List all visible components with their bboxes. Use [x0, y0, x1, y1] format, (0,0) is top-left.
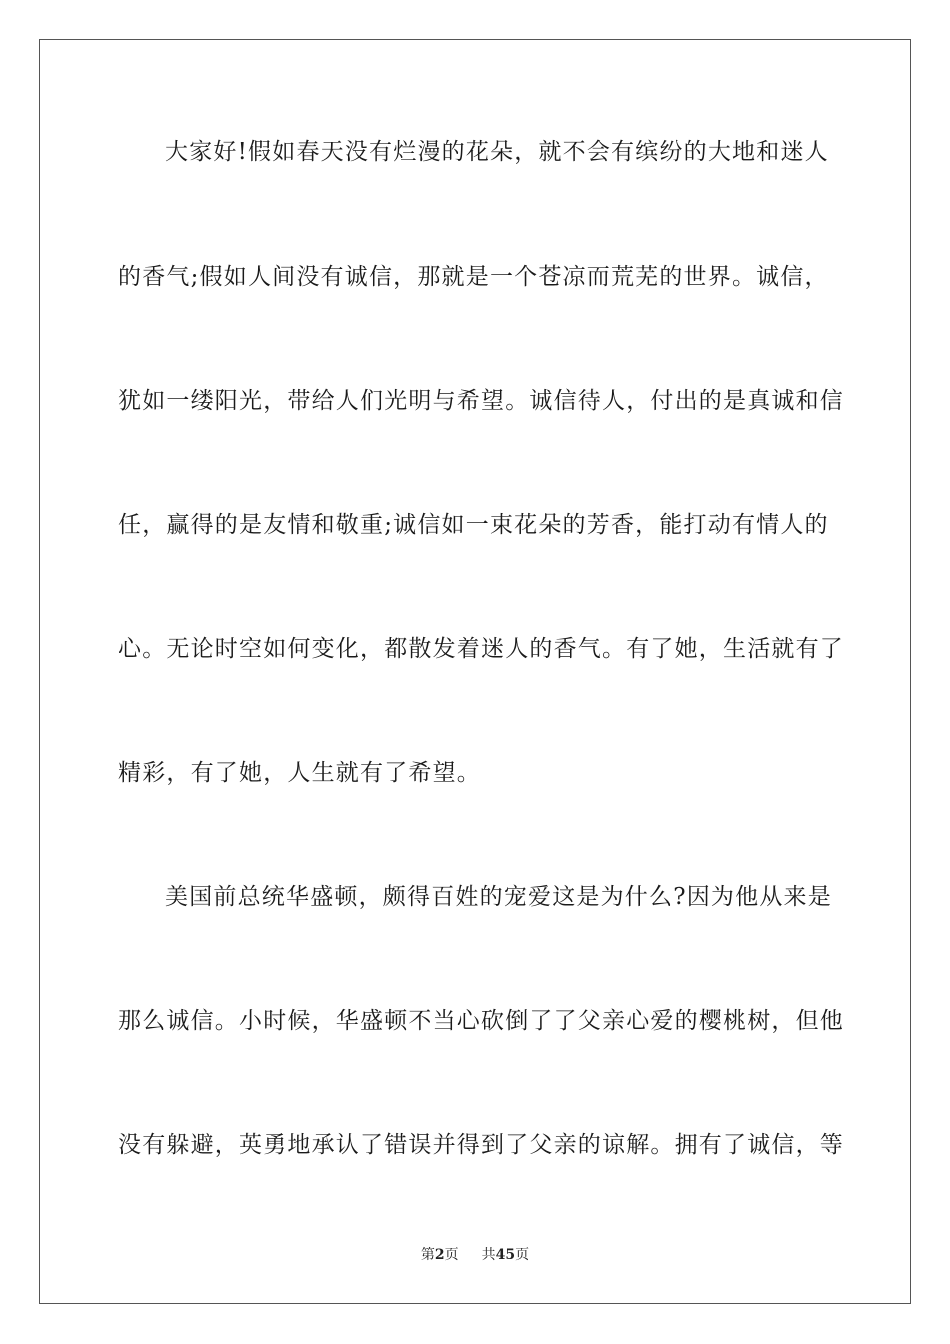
page-footer	[0, 1246, 950, 1264]
paragraph-2-line-1: 美国前总统华盛顿，颇得百姓的宠爱这是为什么?因为他从来是	[165, 884, 832, 910]
paragraph-1-line-3: 犹如一缕阳光，带给人们光明与希望。诚信待人，付出的是真诚和信	[118, 388, 844, 414]
paragraph-2-line-3: 没有躲避，英勇地承认了错误并得到了父亲的谅解。拥有了诚信，等	[118, 1132, 844, 1158]
paragraph-1-line-4: 任，赢得的是友情和敬重;诚信如一束花朵的芳香，能打动有情人的	[118, 512, 829, 538]
paragraph-1-line-2: 的香气;假如人间没有诚信，那就是一个苍凉而荒芜的世界。诚信，	[118, 264, 829, 290]
total-prefix: 共	[481, 1247, 496, 1263]
current-page: 2	[434, 1247, 445, 1263]
paragraph-1-line-1: 大家好!假如春天没有烂漫的花朵，就不会有缤纷的大地和迷人	[165, 139, 829, 165]
page-total	[482, 1246, 529, 1264]
page-suffix: 页	[444, 1247, 459, 1263]
paragraph-1-line-5: 心。无论时空如何变化，都散发着迷人的香气。有了她，生活就有了	[118, 636, 844, 662]
page-number	[421, 1246, 459, 1264]
page-border	[39, 39, 911, 1304]
total-suffix: 页	[515, 1247, 530, 1263]
paragraph-2-line-2: 那么诚信。小时候，华盛顿不当心砍倒了了父亲心爱的樱桃树，但他	[118, 1008, 844, 1034]
total-pages: 45	[495, 1247, 516, 1263]
paragraph-1-line-6: 精彩，有了她，人生就有了希望。	[118, 760, 481, 786]
page-prefix: 第	[420, 1247, 435, 1263]
